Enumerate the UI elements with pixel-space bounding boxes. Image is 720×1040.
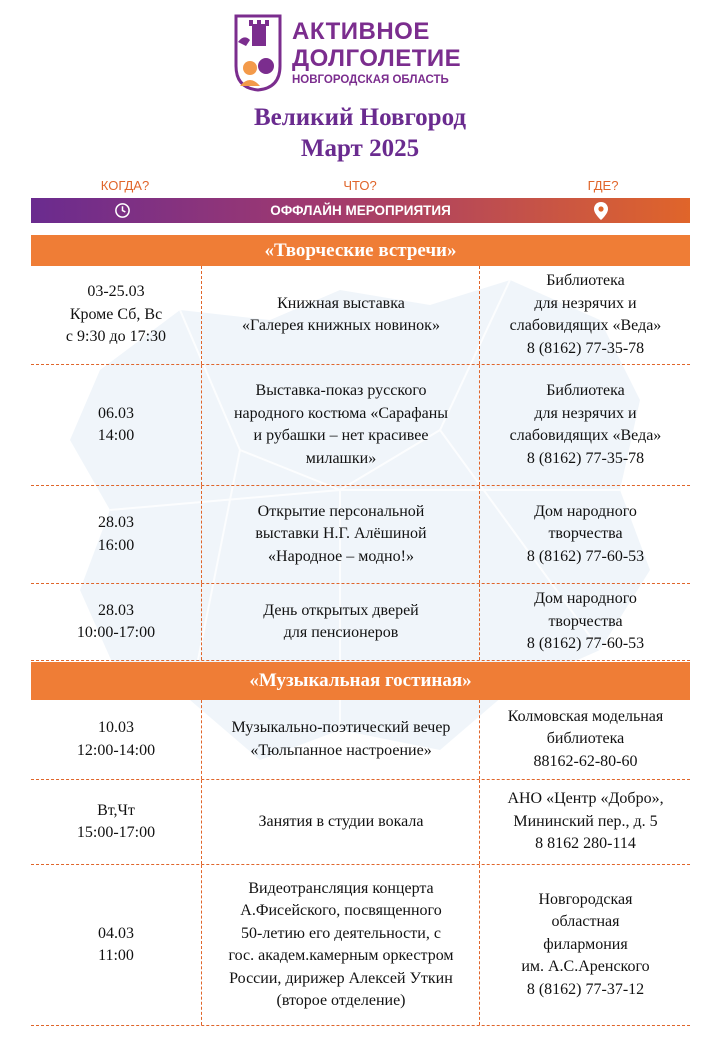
event-text-line: творчества — [548, 612, 623, 630]
event-text-line: 50-летию его деятельности, с — [241, 924, 441, 942]
event-text-line: «Тюльпанное настроение» — [250, 741, 432, 759]
event-where — [479, 780, 691, 864]
event-text-line: 16:00 — [97, 536, 135, 554]
event-text-line: Вт,Чт — [97, 801, 135, 819]
logo-emblem-icon — [232, 12, 284, 92]
event-text-line: областная — [551, 913, 620, 931]
event-text-line: АНО «Центр «Добро», — [507, 790, 664, 808]
event-text-line: «Народное – модно!» — [268, 547, 414, 565]
event-what — [201, 700, 480, 779]
event-text-line: 28.03 — [98, 601, 134, 619]
event-when — [31, 486, 201, 583]
event-text-line: «Галерея книжных новинок» — [242, 317, 440, 334]
event-text-line: для пенсионеров — [283, 624, 399, 641]
event-text-line: милашки» — [305, 449, 377, 467]
event-text-line: филармония — [543, 935, 628, 953]
event-text-line: Библиотека — [546, 272, 625, 289]
event-where — [479, 365, 691, 485]
event-where — [479, 486, 691, 583]
event-when — [31, 700, 201, 779]
section-title-music-lounge: «Музыкальная гостиная» — [31, 662, 690, 700]
event-text-line: День открытых дверей — [263, 601, 419, 619]
event-text-line: библиотека — [546, 730, 625, 748]
event-text-line: 15:00-17:00 — [76, 824, 156, 841]
event-text-line: Кроме Сб, Вс — [69, 305, 163, 323]
event-row — [31, 865, 690, 1026]
event-text-line: 12:00-14:00 — [76, 741, 156, 759]
event-text-line: Видеотрансляция концерта — [248, 879, 434, 897]
event-text-line: 06.03 — [98, 404, 134, 422]
banner-title: ОФФЛАЙН МЕРОПРИЯТИЯ — [270, 203, 451, 218]
event-text-line: Дом народного — [534, 502, 637, 520]
event-text-line: 14:00 — [97, 427, 135, 444]
event-text-line: 8 8162 280-114 — [535, 835, 636, 853]
column-header-when: КОГДА? — [100, 178, 150, 193]
event-text-line: Книжная выставка — [277, 294, 405, 312]
event-row — [31, 700, 690, 780]
event-text-line: (второе отделение) — [276, 992, 406, 1009]
event-row — [31, 266, 690, 365]
event-text-line: народного костюма «Сарафаны — [233, 404, 449, 422]
logo-line-1: АКТИВНОЕ — [292, 17, 430, 45]
event-text-line: Выставка-показ русского — [255, 382, 427, 399]
event-text-line: 8 (8162) 77-35-78 — [526, 449, 645, 467]
event-text-line: Музыкально-поэтический вечер — [231, 719, 451, 736]
event-text-line: выставки Н.Г. Алёшиной — [255, 525, 427, 543]
event-text-line: слабовидящих «Веда» — [509, 317, 662, 334]
event-what — [201, 266, 480, 364]
event-where — [479, 266, 691, 364]
event-text-line: России, дирижер Алексей Уткин — [229, 969, 453, 987]
event-text-line: Библиотека — [546, 382, 625, 399]
event-where — [479, 700, 691, 779]
event-row — [31, 584, 690, 661]
event-row — [31, 365, 690, 486]
event-text-line: слабовидящих «Веда» — [509, 427, 662, 444]
event-what — [201, 865, 480, 1025]
logo-line-3: НОВГОРОДСКАЯ ОБЛАСТЬ — [292, 73, 449, 86]
event-when — [31, 865, 201, 1025]
event-when — [31, 584, 201, 660]
event-text-line: 28.03 — [98, 514, 134, 531]
event-where — [479, 865, 691, 1025]
event-text-line: Колмовская модельная — [507, 707, 664, 725]
event-text-line: Новгородская — [538, 890, 633, 908]
event-text-line: 8 (8162) 77-35-78 — [526, 339, 645, 357]
event-text-line: Мининский пер., д. 5 — [513, 812, 658, 830]
event-text-line: 8 (8162) 77-60-53 — [526, 547, 645, 565]
event-what — [201, 365, 480, 485]
column-header-where: ГДЕ? — [587, 178, 619, 193]
event-text-line: для незрячих и — [534, 404, 637, 422]
event-text-line: 10.03 — [98, 719, 134, 736]
event-text-line: 88162-62-80-60 — [533, 752, 638, 770]
event-text-line: им. А.С.Аренского — [521, 958, 650, 976]
event-row — [31, 780, 690, 865]
event-text-line: с 9:30 до 17:30 — [65, 328, 167, 346]
logo — [232, 8, 502, 96]
event-text-line: Дом народного — [534, 590, 637, 608]
city-title: Великий Новгород — [253, 104, 467, 131]
event-text-line: 10:00-17:00 — [76, 624, 156, 641]
event-what — [201, 780, 480, 864]
event-text-line: Открытие персональной — [257, 502, 425, 520]
event-text-line: 8 (8162) 77-60-53 — [526, 635, 645, 653]
logo-line-2: ДОЛГОЛЕТИЕ — [292, 44, 462, 72]
event-text-line: Занятия в студии вокала — [258, 812, 424, 830]
section-title-creative-meetings: «Творческие встречи» — [31, 235, 690, 266]
column-header-what: ЧТО? — [343, 178, 377, 193]
event-row — [31, 486, 690, 584]
event-what — [201, 486, 480, 583]
event-when — [31, 780, 201, 864]
event-where — [479, 584, 691, 660]
event-text-line: 8 (8162) 77-37-12 — [526, 980, 645, 998]
event-text-line: 03-25.03 — [87, 283, 145, 301]
event-text-line: и рубашки – нет красивее — [253, 427, 429, 444]
event-text-line: гос. академ.камерным оркестром — [228, 947, 454, 964]
event-text-line: 04.03 — [98, 924, 134, 942]
event-text-line: для незрячих и — [534, 294, 637, 312]
event-text-line: творчества — [548, 525, 623, 543]
event-when — [31, 365, 201, 485]
event-text-line: А.Фисейского, посвященного — [240, 902, 442, 919]
event-when — [31, 266, 201, 364]
event-what — [201, 584, 480, 660]
month-title: Март 2025 — [300, 135, 420, 162]
location-pin-icon — [594, 202, 608, 225]
event-text-line: 11:00 — [98, 947, 134, 964]
offline-events-banner — [31, 198, 690, 223]
